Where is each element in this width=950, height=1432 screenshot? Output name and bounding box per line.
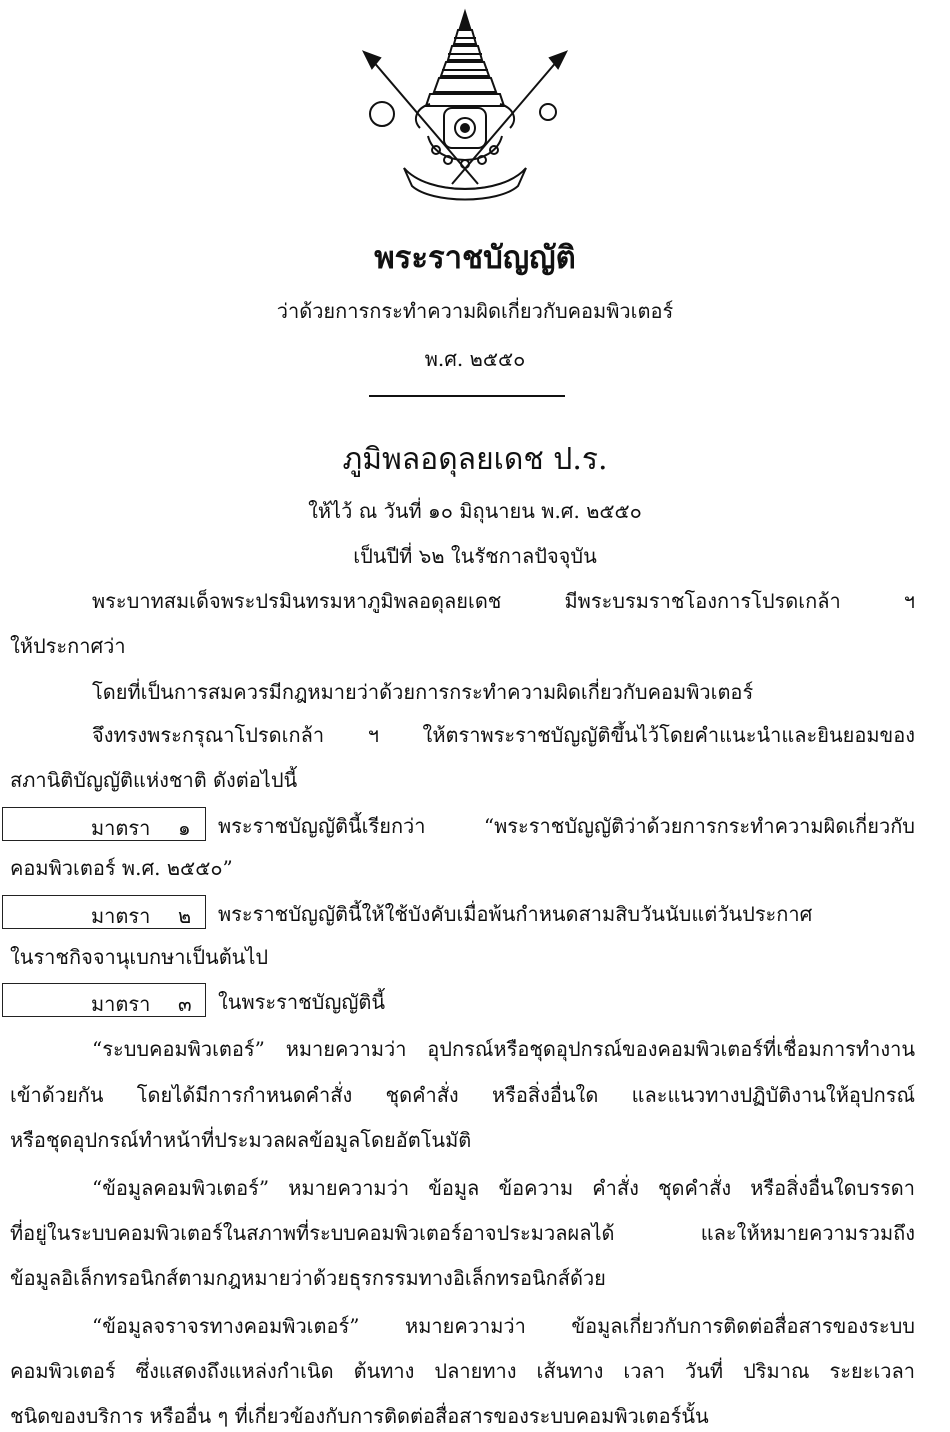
royal-signature-name: ภูมิพลอดุลยเดช ป.ร.: [342, 442, 608, 477]
document-title: พระราชบัญญัติ: [374, 240, 576, 276]
section-number: ๓: [178, 992, 192, 1016]
preamble-line: พระบาทสมเด็จพระปรมินทรมหาภูมิพลอดุลยเดช มีพระบรมราชโองการโปรดเกล้า ฯ: [92, 589, 915, 613]
document-year: พ.ศ. ๒๕๕๐: [424, 347, 526, 371]
section-text-continuation: คอมพิวเตอร์ พ.ศ. ๒๕๕๐”: [10, 856, 233, 880]
preamble-line: จึงทรงพระกรุณาโปรดเกล้า ฯ ให้ตราพระราชบัญญัติขึ้นไว้โดยคำแนะนำและยินยอมของ: [92, 723, 915, 747]
section-label: มาตรา: [91, 992, 151, 1016]
section-text: พระราชบัญญัตินี้ให้ใช้บังคับเมื่อพ้นกำหนดสามสิบวันนับแต่วันประกาศ: [218, 902, 813, 926]
section-number-box: [2, 807, 206, 841]
definition-line: ข้อมูลอิเล็กทรอนิกส์ตามกฎหมายว่าด้วยธุรกรรมทางอิเล็กทรอนิกส์ด้วย: [10, 1266, 606, 1290]
title-divider: [369, 395, 565, 397]
definition-line: หรือชุดอุปกรณ์ทำหน้าที่ประมวลผลข้อมูลโดยอัตโนมัติ: [10, 1128, 472, 1152]
definition-line: ที่อยู่ในระบบคอมพิวเตอร์ในสภาพที่ระบบคอมพิวเตอร์อาจประมวลผลได้ และให้หมายความรวมถึง: [10, 1221, 915, 1245]
preamble-line: สภานิติบัญญัติแห่งชาติ ดังต่อไปนี้: [10, 768, 298, 792]
section-label: มาตรา: [91, 904, 151, 928]
preamble-line: ให้ประกาศว่า: [10, 634, 126, 658]
definition-line: เข้าด้วยกัน โดยได้มีการกำหนดคำสั่ง ชุดคำสั่ง หรือสิ่งอื่นใด และแนวทางปฏิบัติงานให้อุปกรณ์: [10, 1083, 915, 1107]
enactment-date: ให้ไว้ ณ วันที่ ๑๐ มิถุนายน พ.ศ. ๒๕๕๐: [308, 499, 642, 523]
section-number: ๑: [178, 816, 191, 840]
definition-line: “ระบบคอมพิวเตอร์” หมายความว่า อุปกรณ์หรือชุดอุปกรณ์ของคอมพิวเตอร์ที่เชื่อมการทำงาน: [92, 1037, 915, 1061]
definition-line: “ข้อมูลจราจรทางคอมพิวเตอร์” หมายความว่า ข้อมูลเกี่ยวกับการติดต่อสื่อสารของระบบ: [92, 1314, 915, 1338]
section-number-box: [2, 983, 206, 1017]
section-number: ๒: [178, 904, 192, 928]
section-label: มาตรา: [91, 816, 151, 840]
section-text: พระราชบัญญัตินี้เรียกว่า “พระราชบัญญัติว่าด้วยการกระทำความผิดเกี่ยวกับ: [218, 814, 915, 838]
definition-line: “ข้อมูลคอมพิวเตอร์” หมายความว่า ข้อมูล ข้อความ คำสั่ง ชุดคำสั่ง หรือสิ่งอื่นใดบรรดา: [92, 1176, 915, 1200]
section-number-box: [2, 895, 206, 929]
royal-garuda-crown-emblem-icon: [358, 8, 572, 204]
document-subtitle: ว่าด้วยการกระทำความผิดเกี่ยวกับคอมพิวเตอร์: [276, 299, 674, 323]
preamble-line: โดยที่เป็นการสมควรมีกฎหมายว่าด้วยการกระทำความผิดเกี่ยวกับคอมพิวเตอร์: [92, 680, 754, 704]
section-text: ในพระราชบัญญัตินี้: [218, 990, 386, 1014]
definition-line: ชนิดของบริการ หรืออื่น ๆ ที่เกี่ยวข้องกับการติดต่อสื่อสารของระบบคอมพิวเตอร์นั้น: [10, 1404, 709, 1428]
reign-year: เป็นปีที่ ๖๒ ในรัชกาลปัจจุบัน: [353, 544, 597, 568]
definition-line: คอมพิวเตอร์ ซึ่งแสดงถึงแหล่งกำเนิด ต้นทาง ปลายทาง เส้นทาง เวลา วันที่ ปริมาณ ระยะเวลา: [10, 1359, 915, 1383]
section-text-continuation: ในราชกิจจานุเบกษาเป็นต้นไป: [10, 945, 269, 969]
